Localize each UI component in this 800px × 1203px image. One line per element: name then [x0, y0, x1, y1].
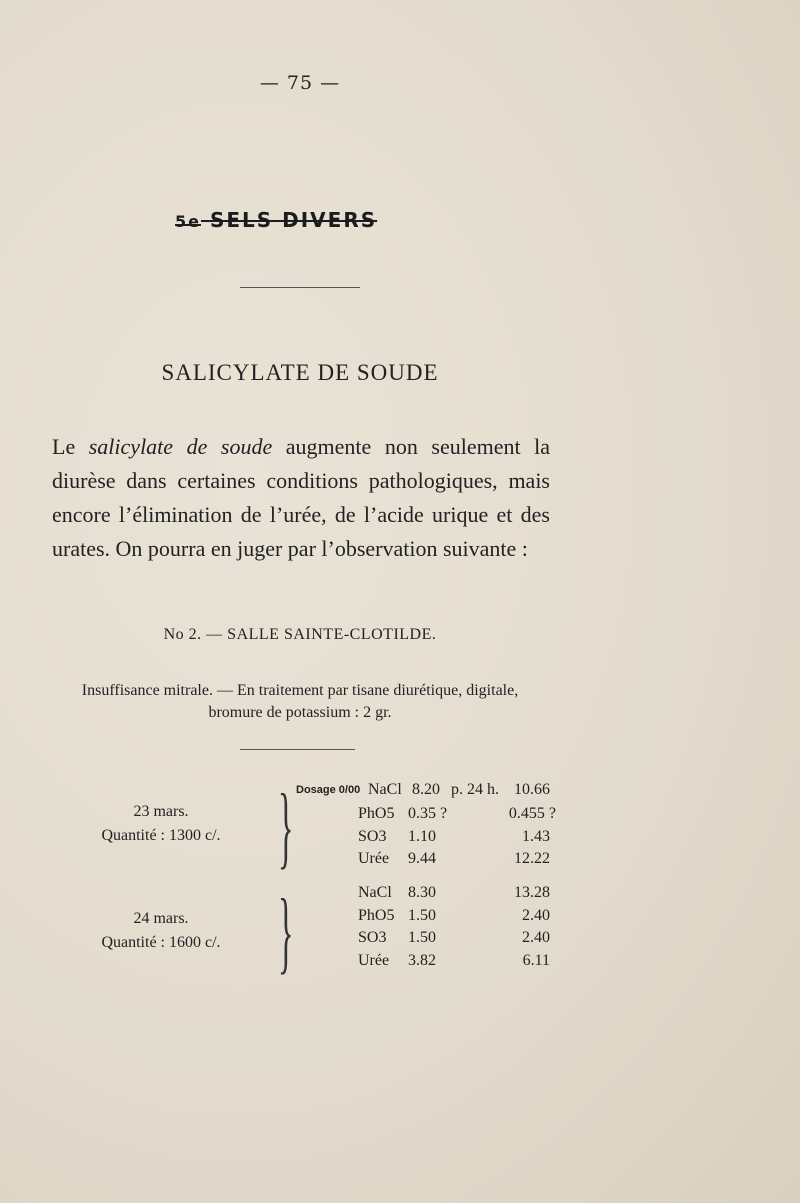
substance-cell: SO3: [358, 828, 387, 845]
substance-cell: NaCl: [358, 884, 392, 901]
brace: }: [278, 880, 294, 982]
substance-cell: PhO5: [358, 907, 395, 924]
per24h-label: p. 24 h.: [451, 781, 499, 798]
per-24h-cell: 2.40: [522, 929, 550, 946]
per-24h-cell: 2.40: [522, 907, 550, 924]
substance-cell: NaCl: [368, 781, 402, 798]
group-date: 24 mars.: [133, 910, 189, 927]
body-paragraph: [52, 430, 550, 566]
observation-heading: No 2. — SALLE SAINTE-CLOTILDE.: [163, 626, 437, 643]
divider-rule: [240, 749, 355, 750]
observation-description-line1: Insuffisance mitrale. — En traitement par tisane diurétique, digitale,: [81, 682, 519, 699]
paragraph-lead: Le: [52, 434, 89, 459]
page-number: — 75 —: [259, 72, 341, 94]
group-date: 23 mars.: [133, 803, 189, 820]
group-quantity: Quantité : 1600 c/.: [101, 934, 221, 951]
per-24h-cell: 0.455 ?: [508, 805, 556, 822]
per-mille-cell: 8.30: [408, 884, 436, 901]
per-24h-cell: 13.28: [514, 884, 550, 901]
brace: }: [278, 775, 294, 877]
page-title: SALICYLATE DE SOUDE: [161, 360, 439, 385]
paragraph-rest: augmente non seulement la diurèse dans certaines conditions pathologiques, mais encore l’élimination de l’urée, de l’acide urique et des urates. On pourra en juger par l’observation suivante :: [52, 434, 550, 561]
group-quantity: Quantité : 1300 c/.: [101, 827, 221, 844]
per-mille-cell: 0.35 ?: [408, 805, 448, 822]
substance-cell: PhO5: [358, 805, 395, 822]
per-24h-cell: 6.11: [522, 952, 550, 969]
observation-description: [40, 680, 560, 724]
per-24h-cell: 10.66: [514, 781, 550, 798]
divider-rule: [240, 287, 360, 288]
substance-cell: SO3: [358, 929, 387, 946]
per-mille-cell: 1.10: [408, 828, 436, 845]
substance-cell: Urée: [358, 952, 390, 969]
per-24h-cell: 1.43: [522, 828, 550, 845]
section-number: 5e: [175, 212, 201, 231]
paragraph-italic: salicylate de soude: [88, 434, 273, 459]
substance-cell: Urée: [358, 850, 390, 867]
per-mille-cell: 3.82: [408, 952, 436, 969]
section-heading-text: SELS DIVERS: [209, 208, 378, 232]
per-mille-cell: 1.50: [408, 907, 436, 924]
per-mille-cell: 1.50: [408, 929, 436, 946]
dosage-label: Dosage 0/00: [296, 784, 361, 796]
per-mille-cell: 8.20: [412, 781, 440, 798]
per-mille-cell: 9.44: [408, 850, 436, 867]
observation-description-line2: bromure de potassium : 2 gr.: [208, 704, 392, 721]
per-24h-cell: 12.22: [514, 850, 550, 867]
section-heading: [175, 208, 377, 232]
